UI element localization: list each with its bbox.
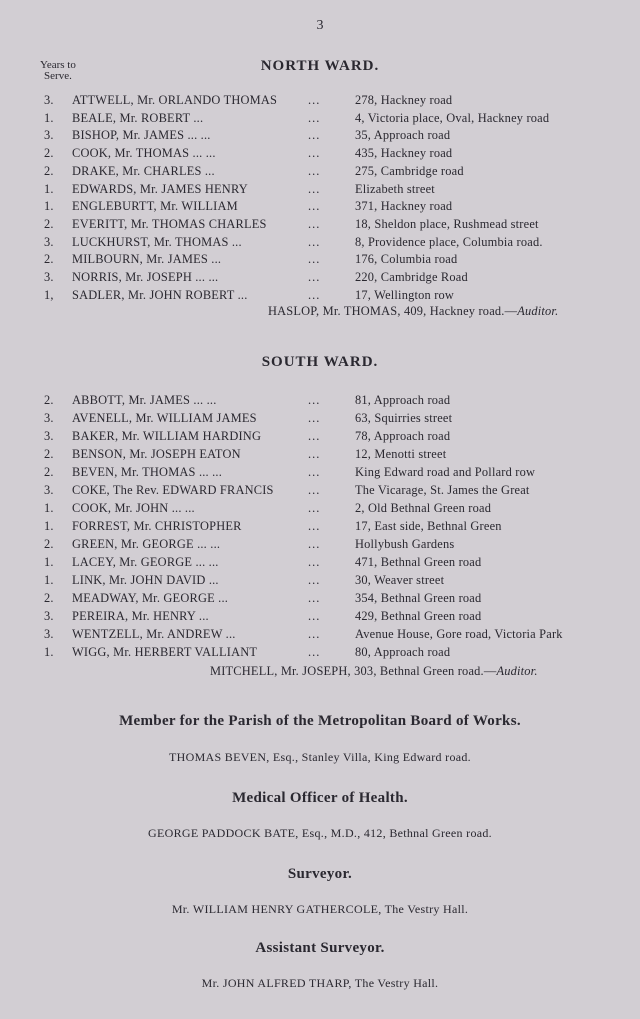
north-auditor-text: HASLOP, Mr. THOMAS, 409, Hackney road.—: [268, 304, 518, 318]
leader-dots: ...: [308, 447, 321, 461]
member-name: BENSON, Mr. JOSEPH EATON: [72, 447, 241, 461]
leader-dots: ...: [308, 234, 321, 249]
ward-member-row: [44, 268, 604, 286]
ward-member-row: [44, 535, 604, 553]
medical-officer-heading: Medical Officer of Health.: [232, 790, 408, 806]
years-to-serve: 3.: [44, 411, 54, 425]
south-auditor-text: MITCHELL, Mr. JOSEPH, 303, Bethnal Green road.—: [210, 664, 497, 678]
leader-dots: ...: [308, 537, 321, 551]
member-name: FORREST, Mr. CHRISTOPHER: [72, 519, 242, 533]
ward-member-row: [44, 499, 604, 517]
years-to-serve: 3.: [44, 93, 54, 107]
ward-member-row: [44, 607, 604, 625]
member-address: King Edward road and Pollard row: [355, 465, 536, 479]
member-name: LUCKHURST, Mr. THOMAS ...: [72, 234, 242, 249]
ward-member-row: [44, 643, 604, 661]
member-address: 17, Wellington row: [355, 287, 455, 302]
leader-dots: ...: [308, 93, 321, 107]
leader-dots: ...: [308, 519, 321, 533]
ward-member-row: [44, 250, 604, 268]
member-name: BAKER, Mr. WILLIAM HARDING: [72, 429, 262, 443]
member-name: EDWARDS, Mr. JAMES HENRY: [72, 181, 248, 196]
member-name: BEVEN, Mr. THOMAS ... ...: [72, 465, 223, 479]
leader-dots: ...: [308, 645, 321, 659]
ward-member-row: [44, 180, 604, 198]
member-address: Hollybush Gardens: [355, 537, 455, 551]
board-of-works-heading: Member for the Parish of the Metropolitan Board of Works.: [119, 713, 521, 729]
years-to-serve: 2.: [44, 146, 54, 161]
ward-member-row: [44, 463, 604, 481]
years-to-serve: 1.: [44, 519, 54, 533]
leader-dots: ...: [308, 627, 321, 641]
member-address: 18, Sheldon place, Rushmead street: [355, 216, 539, 231]
member-name: BISHOP, Mr. JAMES ... ...: [72, 128, 211, 143]
member-name: LINK, Mr. JOHN DAVID ...: [72, 573, 219, 587]
leader-dots: ...: [308, 252, 321, 267]
leader-dots: ...: [308, 393, 321, 407]
ward-member-row: [44, 233, 604, 251]
member-address: 2, Old Bethnal Green road: [355, 501, 492, 515]
years-to-serve: 1.: [44, 645, 54, 659]
member-address: 435, Hackney road: [355, 146, 453, 161]
member-address: The Vicarage, St. James the Great: [355, 483, 530, 497]
south-auditor-label: Auditor.: [496, 664, 538, 678]
north-ward-auditor: [268, 304, 558, 319]
member-name: WENTZELL, Mr. ANDREW ...: [72, 627, 236, 641]
member-address: 176, Columbia road: [355, 252, 458, 267]
surveyor-name: Mr. WILLIAM HENRY GATHERCOLE, The Vestry Hall.: [171, 902, 469, 916]
leader-dots: ...: [308, 163, 321, 178]
member-address: 17, East side, Bethnal Green: [355, 519, 502, 533]
years-to-serve: 2.: [44, 393, 54, 407]
member-name: PEREIRA, Mr. HENRY ...: [72, 609, 209, 623]
ward-member-row: [44, 391, 604, 409]
leader-dots: ...: [308, 555, 321, 569]
member-address: 220, Cambridge Road: [355, 270, 468, 284]
ward-member-row: [44, 427, 604, 445]
member-address: 278, Hackney road: [355, 93, 453, 107]
member-name: MEADWAY, Mr. GEORGE ...: [72, 591, 229, 605]
ward-member-row: [44, 197, 604, 215]
member-name: ATTWELL, Mr. ORLANDO THOMAS: [72, 93, 278, 107]
leader-dots: ...: [308, 465, 321, 479]
ward-member-row: [44, 589, 604, 607]
years-to-serve: 1.: [44, 199, 54, 214]
leader-dots: ...: [308, 270, 321, 284]
years-to-serve: 3.: [44, 429, 54, 443]
member-name: BEALE, Mr. ROBERT ...: [72, 110, 204, 125]
member-address: 471, Bethnal Green road: [355, 555, 482, 569]
ward-member-row: [44, 144, 604, 162]
member-name: GREEN, Mr. GEORGE ... ...: [72, 537, 221, 551]
years-to-serve: 1.: [44, 573, 54, 587]
south-ward-title: SOUTH WARD.: [261, 354, 379, 370]
north-auditor-label: Auditor.: [517, 304, 559, 318]
member-address: 371, Hackney road: [355, 199, 453, 214]
years-to-serve: 1,: [44, 287, 54, 302]
ward-member-row: [44, 571, 604, 589]
member-name: SADLER, Mr. JOHN ROBERT ...: [72, 287, 248, 302]
member-name: NORRIS, Mr. JOSEPH ... ...: [72, 270, 219, 284]
ward-member-row: [44, 517, 604, 535]
member-name: LACEY, Mr. GEORGE ... ...: [72, 555, 219, 569]
leader-dots: ...: [308, 110, 321, 125]
leader-dots: ...: [308, 287, 321, 302]
board-of-works-member: THOMAS BEVEN, Esq., Stanley Villa, King Edward road.: [169, 750, 471, 764]
member-name: COKE, The Rev. EDWARD FRANCIS: [72, 483, 274, 497]
member-address: 4, Victoria place, Oval, Hackney road: [355, 110, 550, 125]
years-to-serve: 1.: [44, 110, 54, 125]
member-address: 30, Weaver street: [355, 573, 445, 587]
page-number: 3: [316, 18, 324, 33]
leader-dots: ...: [308, 199, 321, 214]
member-address: 12, Menotti street: [355, 447, 447, 461]
years-to-serve: 2.: [44, 216, 54, 231]
member-name: COOK, Mr. THOMAS ... ...: [72, 146, 216, 161]
leader-dots: ...: [308, 429, 321, 443]
member-address: 63, Squirries street: [355, 411, 453, 425]
ward-member-row: [44, 409, 604, 427]
leader-dots: ...: [308, 609, 321, 623]
member-name: ABBOTT, Mr. JAMES ... ...: [72, 393, 217, 407]
ward-member-row: [44, 553, 604, 571]
member-name: ENGLEBURTT, Mr. WILLIAM: [72, 199, 238, 214]
years-to-serve: 1.: [44, 181, 54, 196]
leader-dots: ...: [308, 181, 321, 196]
assistant-surveyor-heading: Assistant Surveyor.: [255, 940, 385, 956]
ward-member-row: [44, 481, 604, 499]
member-address: Elizabeth street: [355, 181, 435, 196]
ward-member-row: [44, 91, 604, 109]
years-to-serve: 1.: [44, 501, 54, 515]
ward-member-row: [44, 126, 604, 144]
member-address: 80, Approach road: [355, 645, 451, 659]
member-name: EVERITT, Mr. THOMAS CHARLES: [72, 216, 267, 231]
member-name: COOK, Mr. JOHN ... ...: [72, 501, 195, 515]
member-address: 35, Approach road: [355, 128, 451, 143]
years-to-serve: 1.: [44, 555, 54, 569]
ward-member-row: [44, 445, 604, 463]
leader-dots: ...: [308, 146, 321, 161]
leader-dots: ...: [308, 483, 321, 497]
assistant-surveyor-name: Mr. JOHN ALFRED THARP, The Vestry Hall.: [201, 976, 439, 990]
years-to-serve: 2.: [44, 465, 54, 479]
leader-dots: ...: [308, 591, 321, 605]
years-header-line-1: Years to: [40, 59, 76, 71]
surveyor-heading: Surveyor.: [287, 866, 353, 882]
ward-member-row: [44, 286, 604, 304]
ward-member-row: [44, 625, 604, 643]
north-ward-title: NORTH WARD.: [260, 58, 380, 74]
leader-dots: ...: [308, 573, 321, 587]
ward-member-row: [44, 215, 604, 233]
years-to-serve: 2.: [44, 591, 54, 605]
member-name: AVENELL, Mr. WILLIAM JAMES: [72, 411, 257, 425]
years-to-serve: 2.: [44, 252, 54, 267]
years-to-serve: 3.: [44, 234, 54, 249]
years-to-serve: 3.: [44, 483, 54, 497]
ward-member-row: [44, 162, 604, 180]
years-to-serve: 3.: [44, 627, 54, 641]
member-address: 81, Approach road: [355, 393, 451, 407]
ward-member-row: [44, 109, 604, 127]
years-header-line-2: Serve.: [44, 70, 72, 82]
member-address: 275, Cambridge road: [355, 163, 464, 178]
member-name: MILBOURN, Mr. JAMES ...: [72, 252, 222, 267]
years-to-serve: 3.: [44, 128, 54, 143]
member-address: 429, Bethnal Green road: [355, 609, 482, 623]
member-name: DRAKE, Mr. CHARLES ...: [72, 163, 215, 178]
member-address: 8, Providence place, Columbia road.: [355, 234, 543, 249]
years-to-serve: 3.: [44, 270, 54, 284]
years-to-serve: 3.: [44, 609, 54, 623]
south-ward-auditor: [210, 664, 538, 679]
years-to-serve: 2.: [44, 537, 54, 551]
leader-dots: ...: [308, 216, 321, 231]
years-to-serve: 2.: [44, 447, 54, 461]
leader-dots: ...: [308, 411, 321, 425]
years-to-serve: 2.: [44, 163, 54, 178]
medical-officer-name: GEORGE PADDOCK BATE, Esq., M.D., 412, Bethnal Green road.: [148, 826, 492, 840]
member-address: Avenue House, Gore road, Victoria Park: [355, 627, 563, 641]
member-name: WIGG, Mr. HERBERT VALLIANT: [72, 645, 258, 659]
leader-dots: ...: [308, 501, 321, 515]
member-address: 354, Bethnal Green road: [355, 591, 482, 605]
member-address: 78, Approach road: [355, 429, 451, 443]
leader-dots: ...: [308, 128, 321, 143]
